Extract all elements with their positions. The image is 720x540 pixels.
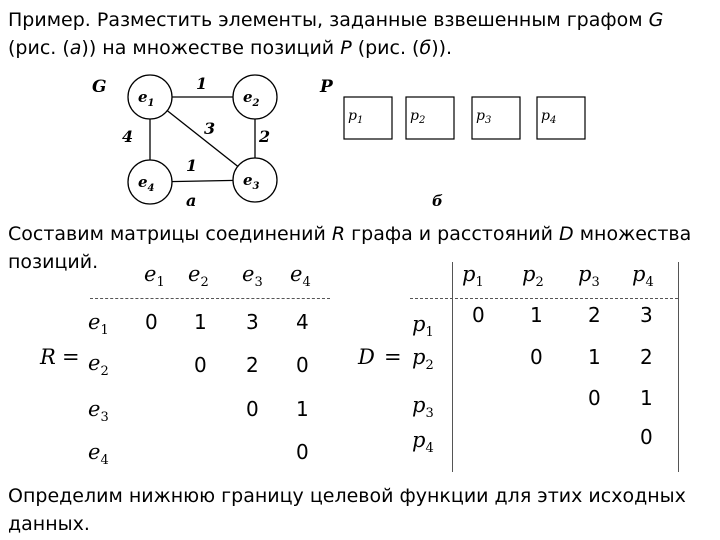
node-e4 — [128, 160, 172, 204]
weight-e1-e3: 3 — [204, 119, 216, 138]
matrix-d-cell: 3 — [640, 303, 653, 327]
intro-text: (рис. ( — [351, 37, 420, 59]
matrices-paragraph — [8, 220, 708, 276]
matrix-r-row-label-2: $e_2$ — [88, 351, 109, 380]
matrix-r-cell: 0 — [145, 310, 158, 334]
weight-e1-e2: 1 — [196, 74, 208, 93]
matrix-d-cell: 1 — [530, 303, 543, 327]
graph-label: G — [92, 77, 107, 97]
matrix-d-cell: 2 — [640, 345, 653, 369]
matrix-d-right-rule — [678, 262, 679, 472]
d-letter: D — [559, 223, 574, 245]
matrix-d-left-rule — [452, 262, 453, 472]
matrix-r-cell: 0 — [296, 353, 309, 377]
positions-letter: P — [340, 37, 352, 59]
node-e2-label: $e_2$ — [243, 88, 260, 109]
matrix-d-cell: 0 — [640, 425, 653, 449]
intro-text: (рис. ( — [8, 37, 70, 59]
matrix-d-row-label-2: $p_2$ — [412, 345, 434, 374]
fig-b-ref: б — [419, 37, 432, 59]
matrix-r-cell: 0 — [296, 440, 309, 464]
matrix-d-row-label-1: $p_1$ — [412, 312, 434, 341]
matrix-r-header-1: $e_1$ — [144, 262, 165, 291]
graph-figure — [0, 70, 557, 215]
conclusion-paragraph: Определим нижнюю границу целевой функции для этих исходных данных. — [8, 485, 686, 535]
matrix-r-cell: 4 — [296, 310, 309, 334]
matrix-r-cell: 0 — [246, 397, 259, 421]
matrix-d-cell: 1 — [640, 386, 653, 410]
matrix-d-header-4: $p_4$ — [632, 262, 654, 291]
matrix-d-header-1: $p_1$ — [462, 262, 484, 291]
matrix-d-equals: = — [384, 345, 402, 369]
position-p4-label: $p_4$ — [541, 108, 557, 126]
matrix-r-header-2: $e_2$ — [188, 262, 209, 291]
middle-text: графа и расстояний — [345, 223, 560, 245]
node-e3-label: $e_3$ — [243, 171, 260, 192]
matrix-r-cell: 3 — [246, 310, 259, 334]
node-e1 — [128, 75, 172, 119]
positions-label: P — [320, 77, 333, 97]
fig-a-ref: а — [69, 37, 82, 59]
node-e3 — [233, 158, 277, 202]
matrix-d-header-divider — [410, 298, 678, 299]
intro-text: Пример. Разместить элементы, заданные взвешенным графом — [8, 9, 649, 31]
matrix-r-header-4: $e_4$ — [290, 262, 311, 291]
graph-caption: а — [186, 191, 197, 210]
intro-text: )) на множестве позиций — [81, 37, 341, 59]
graph-letter: G — [648, 9, 664, 31]
positions-caption: б — [432, 192, 443, 210]
matrix-d-header-3: $p_3$ — [578, 262, 600, 291]
matrix-d-row-label-4: $p_4$ — [412, 428, 434, 457]
matrix-r-cell: 2 — [246, 353, 259, 377]
matrix-d-name: D — [358, 345, 375, 369]
position-p2-label: $p_2$ — [410, 108, 426, 126]
node-e2 — [233, 75, 277, 119]
matrix-d-header-2: $p_2$ — [522, 262, 544, 291]
weight-e4-e3: 1 — [186, 156, 198, 175]
matrix-d-cell: 2 — [588, 303, 601, 327]
node-e1-label: $e_1$ — [138, 88, 155, 109]
weight-e1-e4: 4 — [122, 127, 134, 146]
middle-text: Составим матрицы соединений — [8, 223, 332, 245]
matrix-d-cell: 0 — [472, 303, 485, 327]
matrix-r-row-label-3: $e_3$ — [88, 397, 109, 426]
matrix-r-header-divider — [90, 298, 330, 299]
matrix-r-name: R — [40, 345, 56, 369]
position-p3-label: $p_3$ — [476, 108, 492, 126]
matrix-r-cell: 1 — [194, 310, 207, 334]
matrix-r-cell: 1 — [296, 397, 309, 421]
middle-text: множества позиций. — [8, 223, 692, 273]
matrix-r-header-3: $e_3$ — [242, 262, 263, 291]
intro-text: )). — [431, 37, 453, 59]
matrix-r-row-label-1: $e_1$ — [88, 310, 109, 339]
node-e4-label: $e_4$ — [138, 173, 155, 194]
matrix-d-cell: 0 — [530, 345, 543, 369]
matrix-r-equals: = — [62, 345, 80, 369]
matrix-r-cell: 0 — [194, 353, 207, 377]
weight-e2-e3: 2 — [259, 127, 271, 146]
position-p1-label: $p_1$ — [348, 108, 364, 126]
intro-paragraph — [8, 6, 708, 62]
matrix-d-row-label-3: $p_3$ — [412, 393, 434, 422]
matrix-d-cell: 1 — [588, 345, 601, 369]
matrix-r-row-label-4: $e_4$ — [88, 440, 109, 469]
matrix-d-cell: 0 — [588, 386, 601, 410]
r-letter: R — [331, 223, 346, 245]
